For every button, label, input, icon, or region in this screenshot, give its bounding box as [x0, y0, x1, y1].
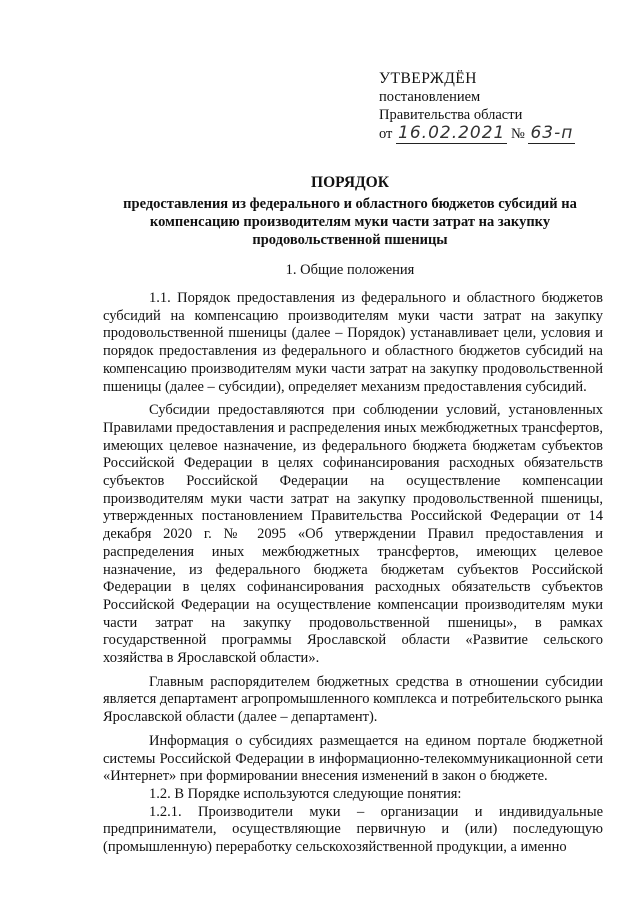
paragraph: 1.2. В Порядке используются следующие понятия:	[149, 785, 462, 802]
approval-block	[379, 70, 575, 143]
approval-line-2: Правительства области	[379, 107, 523, 123]
handwritten-date: 16.02.2021	[398, 123, 506, 143]
approval-date-line	[379, 124, 575, 143]
paragraph: Субсидии предоставляются при соблюдении условий, установленных Правилами предоставления и распределения иных межбюджетных трансфертов, имеющих целевое назначение, из федерального бюджета бюджетам субъектов Российской Федерации в целях софинансирования расходных обязательств субъектов Российской Федерации на осуществление компенсации производителям муки части затрат на закупку продовольственной пшеницы, утвержденных постановлением Правительства Российской Федерации от 14 декабря 2020 г. № 2095 «Об утверждении Правил предоставления и распределения иных межбюджетных трансфертов, имеющих целевое назначение, из федерального бюджета бюджетам субъектов Российской Федерации в целях софинансирования расходных обязательств субъектов Российской Федерации на осуществление компенсации производителям муки части затрат на закупку продовольственной пшеницы», в рамках государственной программы Ярославской области «Развитие сельского хозяйства в Ярославской области».	[103, 402, 603, 667]
document-body	[103, 290, 603, 857]
approval-title: УТВЕРЖДЁН	[379, 70, 477, 87]
document-title: ПОРЯДОК	[311, 174, 389, 191]
number-sign: №	[511, 126, 525, 142]
paragraph: 1.1. Порядок предоставления из федерального и областного бюджетов субсидий на компенсацию производителям муки части затрат на закупку продовольственной пшеницы (далее – Порядок) устанавливает цели, условия и порядок предоставления из федерального и областного бюджетов субсидий на компенсацию производителям муки части затрат на закупку продовольственной пшеницы (далее – субсидии), определяет механизм предоставления субсидий.	[103, 290, 603, 395]
paragraph: 1.2.1. Производители муки – организации и индивидуальные предприниматели, осуществляющие первичную и (или) последующую (промышленную) переработку сельскохозяйственной продукции, а именно	[103, 803, 603, 856]
paragraph: Главным распорядителем бюджетных средства в отношении субсидии является департамент агропромышленного комплекса и потребительского рынка Ярославской области (далее – департамент).	[103, 673, 603, 726]
handwritten-number: 63-п	[530, 123, 574, 143]
date-prefix: от	[379, 126, 393, 142]
paragraph: Информация о субсидиях размещается на едином портале бюджетной системы Российской Федерации в информационно-телекоммуникационной сети «Интернет» при формировании внесения изменений в закон о бюджете.	[103, 732, 603, 785]
approval-line-1: постановлением	[379, 89, 481, 105]
document-heading	[100, 174, 600, 249]
section-heading: 1. Общие положения	[285, 262, 415, 278]
document-subtitle: предоставления из федерального и областного бюджетов субсидий на компенсацию производителям муки части затрат на закупку продовольственной пшеницы	[123, 196, 577, 248]
